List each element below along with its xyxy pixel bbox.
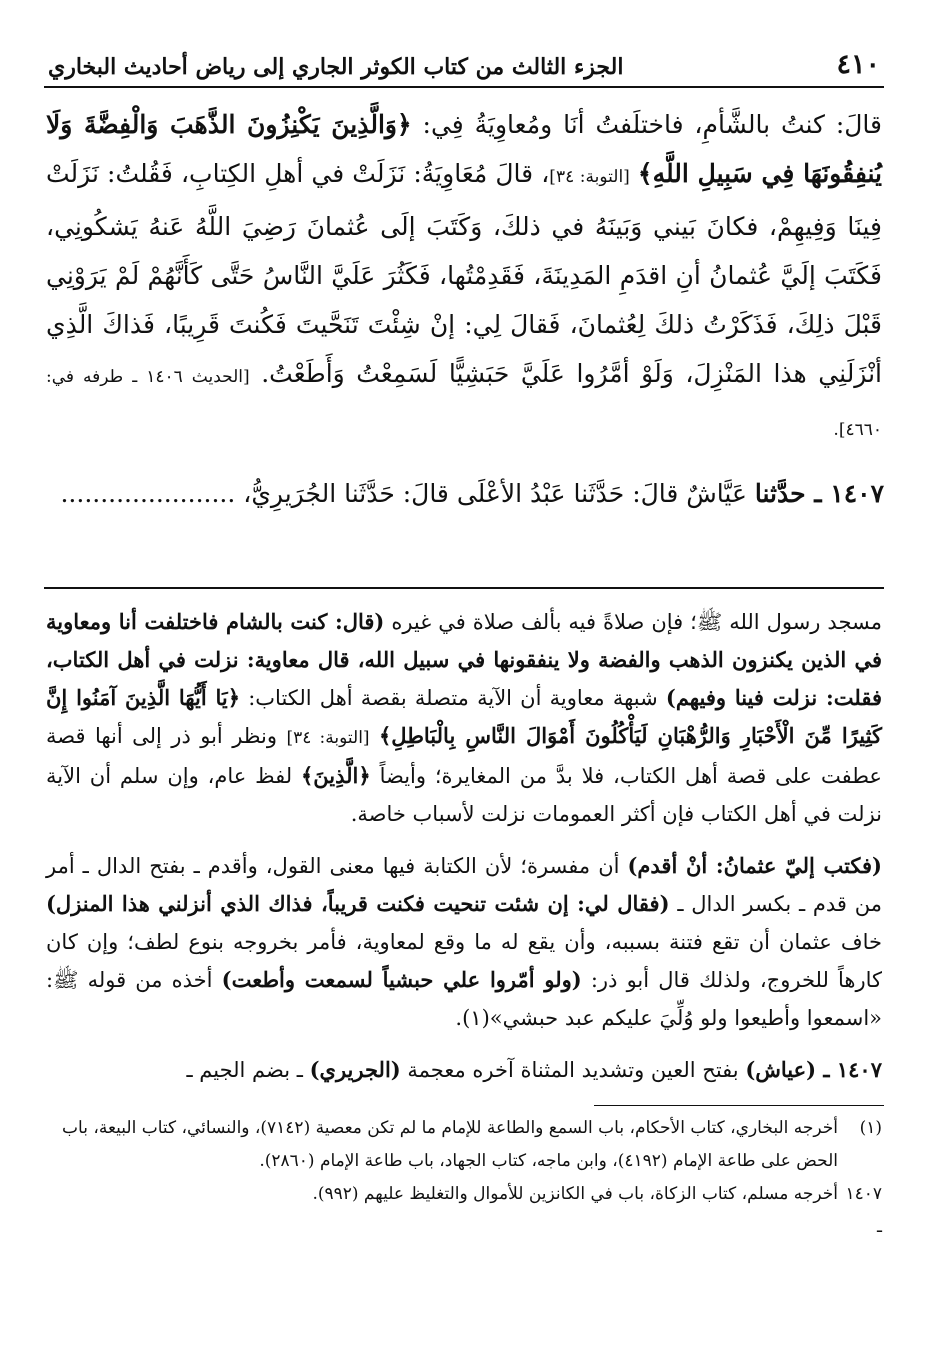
hadith-text — [44, 100, 884, 455]
verse-reference: [التوبة: ٣٤] — [286, 728, 370, 748]
page-number: ٤١٠ — [836, 49, 880, 80]
quoted-matn: (فقال لي: إن شئت تنحيت فكنت قريباً، فذاك الذي أنزلني هذا المنزل) — [46, 891, 670, 916]
footnote-text: أخرجه البخاري، كتاب الأحكام، باب السمع والطاعة للإمام ما لم تكن معصية (٧١٤٢)، والنسائي، كتاب البيعة، باب الحض على طاعة الإمام (٤١٩٢)، وابن ماجه، كتاب الجهاد، باب طاعة الإمام (٢٨٦٠). — [62, 1118, 838, 1171]
page-header — [44, 30, 884, 88]
section-divider — [44, 587, 884, 589]
isnad-text: عَيَّاشٌ قالَ: حَدَّثَنا عَبْدُ الأعْلَى قالَ: حَدَّثَنا الجُرَيرِيُّ، ...................... — [60, 479, 747, 508]
footnote — [46, 1178, 882, 1244]
matn-body: ، قالَ مُعَاوِيَةُ: نَزَلَتْ في أهلِ الكِتابِ، فَقُلتُ: نَزَلَتْ فِينَا وَفِيهِمْ، فكانَ بَيني وَبَينَهُ في ذلكَ، وَكَتَبَ إلَى عُثمانَ رَضِيَ اللَّهُ عَنهُ يَشكُونِي، فَكَتَبَ إلَيَّ عُثمانُ أنِ اقدَمِ المَدِينَةَ، فَقَدِمْتُها، فَكَثُرَ عَلَيَّ النَّاسُ حَتَّى كَأَنَّهُمْ لَمْ يَرَوْنِي قَبْلَ ذلِكَ، فَذَكَرْتُ ذلكَ لِعُثمانَ، فَقالَ لِي: إنْ شِئْتَ تَنَحَّيتَ فَكُنتَ قَرِيبًا، فَذاكَ الَّذِي أنْزَلَنِي هذا المَنْزِلَ، وَلَوْ أمَّرُوا عَلَيَّ حَبَشِيًّا لَسَمِعْتُ وَأَطَعْتُ. — [46, 159, 883, 388]
commentary-paragraph — [46, 1051, 882, 1089]
footnote-rule — [594, 1105, 884, 1106]
footnote-mark: ١٤٠٧ ـ — [845, 1184, 882, 1237]
matn-opening: قالَ: كنتُ بالشَّأمِ، فاختلَفتُ أنَا ومُعاوِيَةُ فِي: — [422, 110, 882, 139]
commentary-text: شبهة معاوية أن الآية متصلة بقصة أهل الكتاب: — [248, 686, 658, 710]
footnote-text: أخرجه مسلم، كتاب الزكاة، باب في الكانزين للأموال والتغليظ عليهم (٩٩٢). — [312, 1184, 838, 1204]
commentary-text: ـ بضم الجيم ـ — [186, 1058, 303, 1082]
quran-verse: ﴿يَا أَيُّهَا الَّذِينَ آمَنُوا إِنَّ كَثِيرًا مِّنَ الْأَحْبَارِ وَالرُّهْبَانِ لَيَأْكُلُونَ أَمْوَالَ النَّاسِ بِالْبَاطِلِ﴾ — [46, 685, 882, 748]
page — [44, 30, 884, 1244]
hadith-reference: [الحديث ١٤٠٦ ـ طرفه في: ٤٦٦٠]. — [46, 367, 882, 440]
verse-reference: [التوبة: ٣٤] — [549, 167, 630, 187]
commentary-text: ونظر أبو ذر إلى أنها قصة عطفت على قصة أهل الكتاب، فلا بدَّ من المغايرة؛ وأيضاً — [46, 724, 882, 788]
commentary-text: بفتح العين وتشديد المثناة آخره معجمة — [407, 1058, 739, 1082]
quoted-matn: (قال: كنت بالشام فاختلفت أنا ومعاوية في الذين يكنزون الذهب والفضة ولا ينفقونها في سبيل الله، قال معاوية: نزلت في أهل الكتاب، فقلت: نزلت فينا وفيهم) — [46, 609, 882, 710]
quoted-matn: ١٤٠٧ ـ (عياش) — [745, 1057, 882, 1082]
quoted-matn: (فكتب إليّ عثمانُ: أنْ أقدم) — [627, 853, 882, 878]
quran-verse: ﴿وَالَّذِينَ يَكْنِزُونَ الذَّهَبَ وَالْفِضَّةَ وَلَا يُنفِقُونَهَا فِي سَبِيلِ اللَّهِ﴾ — [46, 110, 882, 188]
commentary — [44, 603, 884, 1089]
footnotes — [44, 1112, 884, 1244]
hadith-1407-isnad — [44, 471, 884, 517]
commentary-paragraph — [46, 847, 882, 1037]
commentary-text: أخذه من قوله ﷺ: «اسمعوا وأطيعوا ولو وُلِّيَ عليكم عبد حبشي»(١). — [46, 968, 882, 1030]
quran-word: ﴿الَّذِينَ﴾ — [301, 763, 371, 788]
footnote-mark: (١) — [859, 1118, 882, 1138]
commentary-text: أن مفسرة؛ لأن الكتابة فيها معنى القول، وأقدم ـ بفتح الدال ـ أمر من قدم ـ بكسر الدال ـ — [46, 854, 882, 916]
commentary-paragraph — [46, 603, 882, 833]
footnote — [46, 1112, 882, 1178]
quoted-matn: (ولو أمّروا علي حبشياً لسمعت وأطعت) — [221, 967, 582, 992]
commentary-text: خاف عثمان أن تقع فتنة بسببه، وأن يقع له ما وقع لمعاوية، فأمر بخروجه بنوع لطف؛ وإن كان كارهاً للخروج، ولذلك قال أبو ذر: — [46, 930, 883, 992]
quoted-matn: (الجريري) — [309, 1057, 401, 1082]
commentary-text: لفظ عام، وإن سلم أن الآية نزلت في أهل الكتاب فإن أكثر العمومات نزلت لأسباب خاصة. — [46, 764, 882, 826]
running-title: الجزء الثالث من كتاب الكوثر الجاري إلى رياض أحاديث البخاري — [48, 54, 624, 80]
hadith-number: ١٤٠٧ ـ حدَّثنا — [754, 479, 884, 508]
commentary-text: مسجد رسول الله ﷺ؛ فإن صلاةً فيه بألف صلاة في غيره — [391, 610, 882, 634]
